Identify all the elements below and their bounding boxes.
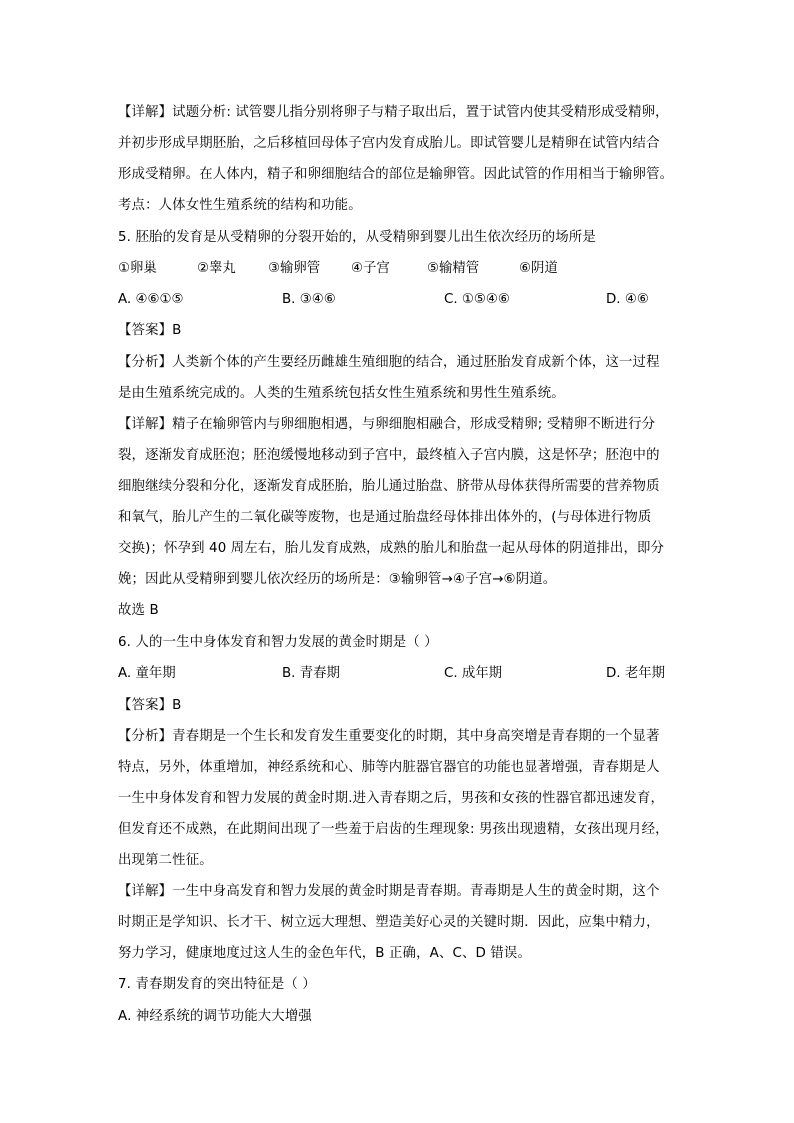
q5-option-b: B. ③④⑥ [282, 292, 336, 307]
q5-detail-line-2: 裂，逐渐发育成胚泡；胚泡缓慢地移动到子宫中，最终植入子宫内膜，这是怀孕；胚泡中的 [118, 448, 660, 463]
q5-detail-line-3: 细胞继续分裂和分化，逐渐发育成胚胎，胎儿通过胎盘、脐带从母体获得所需要的营养物质 [118, 479, 660, 494]
q5-place-6: ⑥阴道 [519, 261, 558, 276]
q6-option-b: B. 青春期 [282, 666, 340, 681]
q4-detail-line-3: 形成受精卵。在人体内，精子和卵细胞结合的部位是输卵管。因此试管的作用相当于输卵管。 [118, 167, 674, 182]
q5-place-1: ①卵巢 [118, 261, 157, 276]
q6-option-a: A. 童年期 [118, 666, 176, 681]
q5-conclusion: 故选 B [118, 603, 159, 618]
q6-stem: 6. 人的一生中身体发育和智力发展的黄金时期是（ ） [118, 635, 438, 650]
q6-analysis-line-4: 但发育还不成熟，在此期间出现了一些羞于启齿的生理现象: 男孩出现遗精，女孩出现月经， [118, 822, 669, 837]
q5-answer: 【答案】B [118, 323, 182, 338]
q5-place-3: ③输卵管 [268, 261, 321, 276]
q6-detail-line-3: 努力学习，健康地度过这人生的金色年代，B 正确，A、C、D 错误。 [118, 946, 532, 961]
q5-stem: 5. 胚胎的发育是从受精卵的分裂开始的，从受精卵到婴儿出生依次经历的场所是 [118, 230, 596, 245]
q6-analysis-line-5: 出现第二性征。 [118, 853, 213, 868]
q6-option-c: C. 成年期 [444, 666, 503, 681]
q5-detail-line-6: 娩；因此从受精卵到婴儿依次经历的场所是：③输卵管→④子宫→⑥阴道。 [118, 572, 557, 587]
q5-analysis-line-1: 【分析】人类新个体的产生要经历雌雄生殖细胞的结合，通过胚胎发育成新个体，这一过程 [118, 355, 660, 370]
q5-detail-line-4: 和氧气，胎儿产生的二氧化碳等废物，也是通过胎盘经母体排出体外的，(与母体进行物质 [118, 510, 652, 525]
q6-analysis-line-2: 特点，另外，体重增加，神经系统和心、肺等内脏器官器官的功能也显著增强，青春期是人 [118, 760, 660, 775]
q7-stem: 7. 青春期发育的突出特征是（ ） [118, 977, 316, 992]
q4-kaodian-line: 考点：人体女性生殖系统的结构和功能。 [118, 198, 362, 213]
q5-analysis-line-2: 是由生殖系统完成的。人类的生殖系统包括女性生殖系统和男性生殖系统。 [118, 386, 565, 401]
q7-option-a: A. 神经系统的调节功能大大增强 [118, 1009, 312, 1024]
q6-detail-line-1: 【详解】一生中身高发育和智力发展的黄金时期是青春期。青毒期是人生的黄金时期，这个 [118, 884, 660, 899]
q5-option-c: C. ①⑤④⑥ [444, 292, 510, 307]
q4-detail-line-2: 并初步形成早期胚胎，之后移植回母体子宫内发育成胎儿。即试管婴儿是精卵在试管内结合 [118, 136, 660, 151]
q6-detail-line-2: 时期正是学知识、长才干、树立远大理想、塑造美好心灵的关键时期．因此，应集中精力， [118, 915, 660, 930]
q6-answer: 【答案】B [118, 698, 182, 713]
q5-option-a: A. ④⑥①⑤ [118, 292, 184, 307]
q5-place-4: ④子宫 [351, 261, 390, 276]
q5-option-d: D. ④⑥ [606, 292, 649, 307]
q4-detail-line-1: 【详解】试题分析: 试管婴儿指分别将卵子与精子取出后，置于试管内使其受精形成受精卵， [118, 105, 669, 120]
q5-place-2: ②睾丸 [197, 261, 236, 276]
q6-analysis-line-1: 【分析】青春期是一个生长和发育发生重要变化的时期，其中身高突增是青春期的一个显著 [118, 729, 660, 744]
q5-detail-line-1: 【详解】精子在输卵管内与卵细胞相遇，与卵细胞相融合，形成受精卵; 受精卵不断进行分 [118, 417, 656, 432]
q6-option-d: D. 老年期 [606, 666, 665, 681]
q5-place-5: ⑤输精管 [427, 261, 480, 276]
q5-detail-line-5: 交换)；怀孕到 40 周左右，胎儿发育成熟，成熟的胎儿和胎盘一起从母体的阴道排出，即分 [118, 541, 665, 556]
q6-analysis-line-3: 一生中身体发育和智力发展的黄金时期.进入青春期之后，男孩和女孩的性器官都迅速发育， [118, 791, 665, 806]
